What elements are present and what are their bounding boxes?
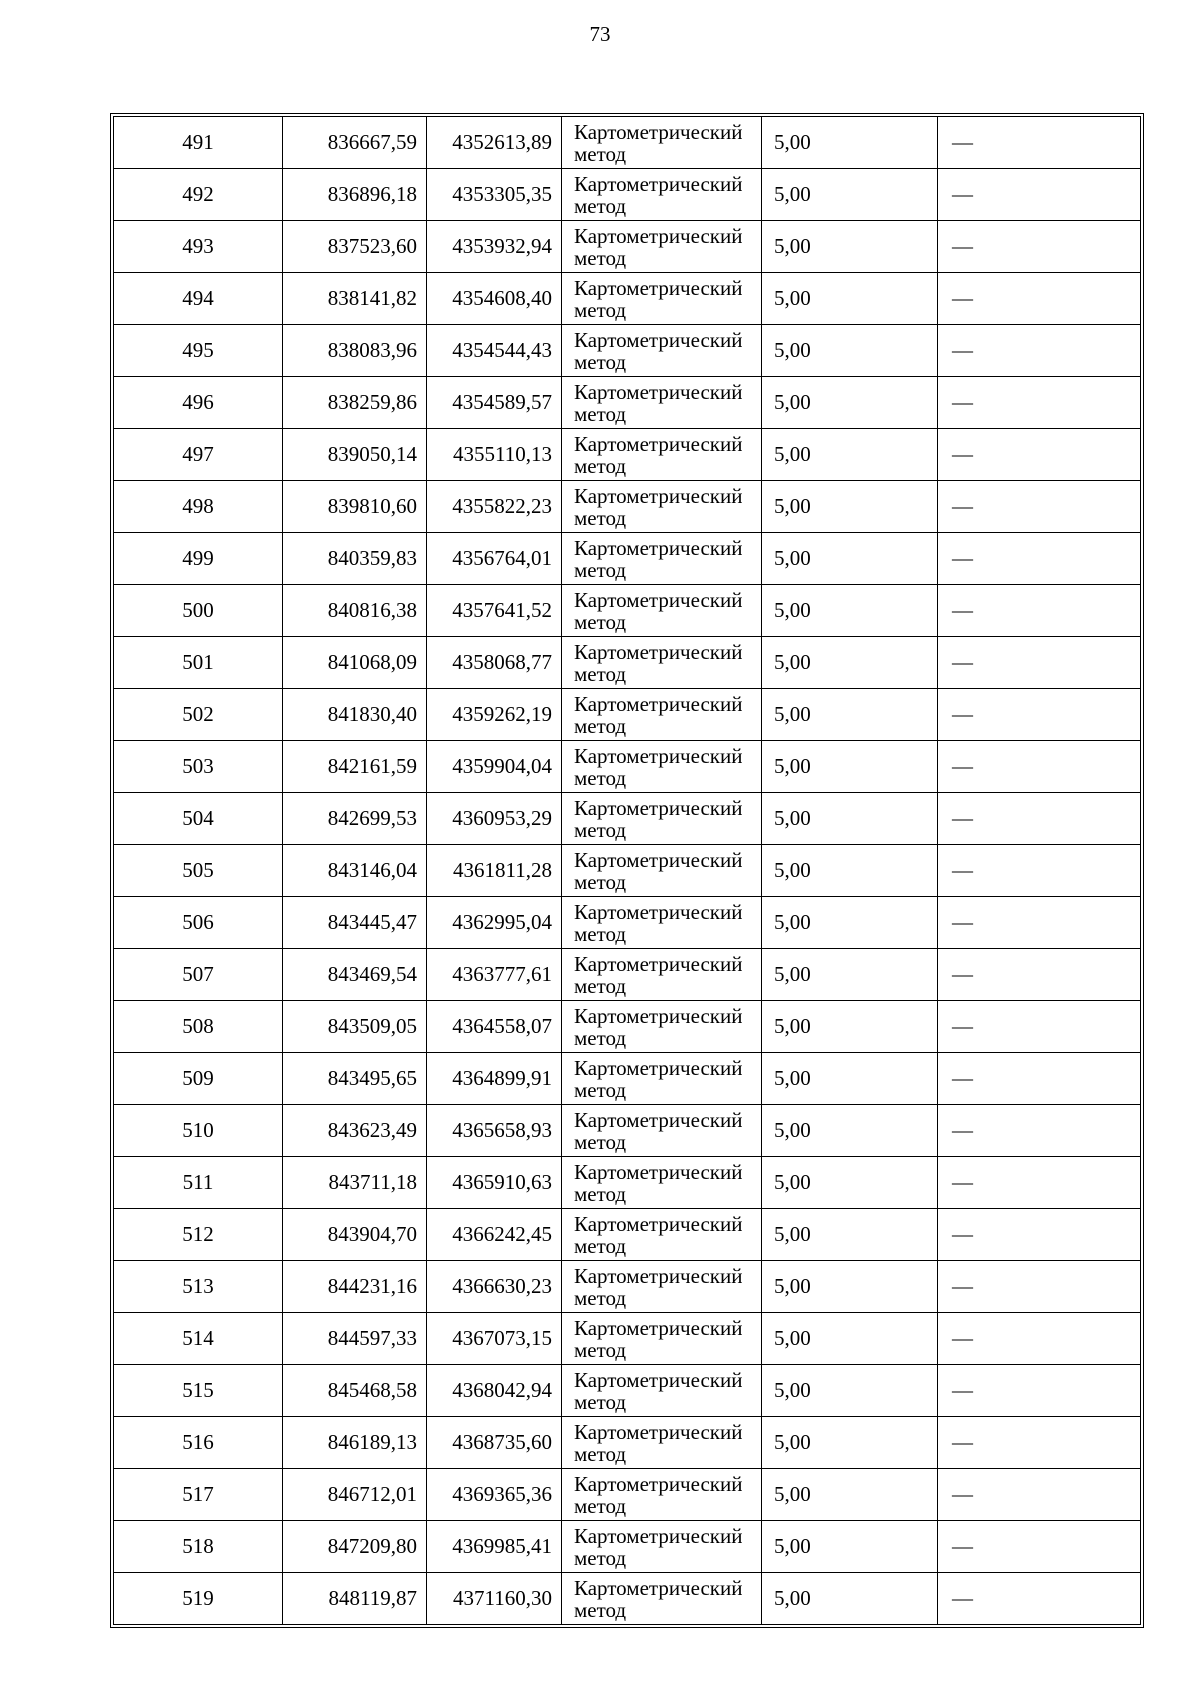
y-coordinate-cell: 4369985,41 [427, 1521, 562, 1573]
x-coordinate-cell: 843146,04 [283, 845, 427, 897]
method-cell [562, 1521, 762, 1573]
note-cell: — [938, 1313, 1141, 1365]
point-number-cell: 507 [114, 949, 283, 1001]
y-coordinate-cell: 4357641,52 [427, 585, 562, 637]
point-number-cell: 511 [114, 1157, 283, 1209]
accuracy-cell: 5,00 [762, 169, 938, 221]
point-number-cell: 495 [114, 325, 283, 377]
coordinates-table [113, 116, 1141, 1625]
accuracy-cell: 5,00 [762, 1053, 938, 1105]
method-line-1: Картометрический [574, 847, 743, 872]
point-number-cell: 497 [114, 429, 283, 481]
table-row [114, 637, 1141, 689]
x-coordinate-cell: 838141,82 [283, 273, 427, 325]
y-coordinate-cell: 4364558,07 [427, 1001, 562, 1053]
note-cell: — [938, 1573, 1141, 1625]
table-row [114, 429, 1141, 481]
method-cell [562, 1469, 762, 1521]
point-number-cell: 506 [114, 897, 283, 949]
accuracy-cell: 5,00 [762, 117, 938, 169]
note-cell: — [938, 585, 1141, 637]
note-cell: — [938, 845, 1141, 897]
method-line-2: метод [574, 921, 627, 946]
method-line-2: метод [574, 1285, 627, 1310]
accuracy-cell: 5,00 [762, 533, 938, 585]
table-row [114, 221, 1141, 273]
method-line-2: метод [574, 817, 627, 842]
table-row [114, 169, 1141, 221]
y-coordinate-cell: 4354589,57 [427, 377, 562, 429]
method-line-1: Картометрический [574, 1159, 743, 1184]
point-number-cell: 517 [114, 1469, 283, 1521]
y-coordinate-cell: 4367073,15 [427, 1313, 562, 1365]
method-line-2: метод [574, 1337, 627, 1362]
method-line-1: Картометрический [574, 587, 743, 612]
method-line-1: Картометрический [574, 275, 743, 300]
x-coordinate-cell: 848119,87 [283, 1573, 427, 1625]
method-line-2: метод [574, 713, 627, 738]
method-cell [562, 1261, 762, 1313]
x-coordinate-cell: 841068,09 [283, 637, 427, 689]
point-number-cell: 492 [114, 169, 283, 221]
method-line-2: метод [574, 1129, 627, 1154]
method-line-2: метод [574, 765, 627, 790]
note-cell: — [938, 481, 1141, 533]
method-line-2: метод [574, 1025, 627, 1050]
y-coordinate-cell: 4368042,94 [427, 1365, 562, 1417]
method-line-2: метод [574, 1597, 627, 1622]
table-row [114, 897, 1141, 949]
x-coordinate-cell: 843445,47 [283, 897, 427, 949]
x-coordinate-cell: 843904,70 [283, 1209, 427, 1261]
point-number-cell: 501 [114, 637, 283, 689]
x-coordinate-cell: 838259,86 [283, 377, 427, 429]
table-row [114, 117, 1141, 169]
point-number-cell: 519 [114, 1573, 283, 1625]
method-line-1: Картометрический [574, 1367, 743, 1392]
x-coordinate-cell: 847209,80 [283, 1521, 427, 1573]
method-line-2: метод [574, 1389, 627, 1414]
note-cell: — [938, 117, 1141, 169]
y-coordinate-cell: 4355110,13 [427, 429, 562, 481]
method-line-1: Картометрический [574, 743, 743, 768]
method-cell [562, 949, 762, 1001]
method-cell [562, 325, 762, 377]
y-coordinate-cell: 4366630,23 [427, 1261, 562, 1313]
accuracy-cell: 5,00 [762, 221, 938, 273]
y-coordinate-cell: 4354544,43 [427, 325, 562, 377]
accuracy-cell: 5,00 [762, 429, 938, 481]
method-line-2: метод [574, 245, 627, 270]
accuracy-cell: 5,00 [762, 1469, 938, 1521]
table-row [114, 533, 1141, 585]
table-row [114, 1313, 1141, 1365]
method-line-1: Картометрический [574, 1263, 743, 1288]
y-coordinate-cell: 4366242,45 [427, 1209, 562, 1261]
y-coordinate-cell: 4363777,61 [427, 949, 562, 1001]
note-cell: — [938, 1521, 1141, 1573]
accuracy-cell: 5,00 [762, 741, 938, 793]
y-coordinate-cell: 4354608,40 [427, 273, 562, 325]
table-row [114, 1261, 1141, 1313]
method-line-2: метод [574, 661, 627, 686]
y-coordinate-cell: 4356764,01 [427, 533, 562, 585]
method-cell [562, 429, 762, 481]
table-row [114, 1573, 1141, 1625]
x-coordinate-cell: 843495,65 [283, 1053, 427, 1105]
method-line-1: Картометрический [574, 639, 743, 664]
point-number-cell: 491 [114, 117, 283, 169]
method-line-1: Картометрический [574, 795, 743, 820]
y-coordinate-cell: 4359904,04 [427, 741, 562, 793]
x-coordinate-cell: 840816,38 [283, 585, 427, 637]
accuracy-cell: 5,00 [762, 845, 938, 897]
method-cell [562, 377, 762, 429]
method-line-1: Картометрический [574, 327, 743, 352]
method-line-2: метод [574, 973, 627, 998]
note-cell: — [938, 169, 1141, 221]
accuracy-cell: 5,00 [762, 1105, 938, 1157]
method-line-2: метод [574, 505, 627, 530]
accuracy-cell: 5,00 [762, 377, 938, 429]
method-cell [562, 1105, 762, 1157]
point-number-cell: 498 [114, 481, 283, 533]
coordinates-table-body [114, 117, 1141, 1625]
table-row [114, 845, 1141, 897]
note-cell: — [938, 689, 1141, 741]
x-coordinate-cell: 842161,59 [283, 741, 427, 793]
method-cell [562, 1365, 762, 1417]
y-coordinate-cell: 4353932,94 [427, 221, 562, 273]
point-number-cell: 518 [114, 1521, 283, 1573]
y-coordinate-cell: 4361811,28 [427, 845, 562, 897]
y-coordinate-cell: 4362995,04 [427, 897, 562, 949]
table-row [114, 1417, 1141, 1469]
x-coordinate-cell: 836667,59 [283, 117, 427, 169]
method-cell [562, 741, 762, 793]
point-number-cell: 514 [114, 1313, 283, 1365]
x-coordinate-cell: 836896,18 [283, 169, 427, 221]
point-number-cell: 496 [114, 377, 283, 429]
table-row [114, 689, 1141, 741]
table-row [114, 1157, 1141, 1209]
accuracy-cell: 5,00 [762, 325, 938, 377]
method-line-2: метод [574, 1077, 627, 1102]
method-line-2: метод [574, 401, 627, 426]
x-coordinate-cell: 843623,49 [283, 1105, 427, 1157]
table-row [114, 1469, 1141, 1521]
y-coordinate-cell: 4371160,30 [427, 1573, 562, 1625]
method-line-1: Картометрический [574, 483, 743, 508]
x-coordinate-cell: 843469,54 [283, 949, 427, 1001]
point-number-cell: 494 [114, 273, 283, 325]
x-coordinate-cell: 844231,16 [283, 1261, 427, 1313]
point-number-cell: 493 [114, 221, 283, 273]
method-cell [562, 1053, 762, 1105]
method-cell [562, 169, 762, 221]
accuracy-cell: 5,00 [762, 689, 938, 741]
method-cell [562, 637, 762, 689]
method-cell [562, 1209, 762, 1261]
accuracy-cell: 5,00 [762, 1209, 938, 1261]
table-row [114, 1105, 1141, 1157]
method-cell [562, 1417, 762, 1469]
method-cell [562, 117, 762, 169]
accuracy-cell: 5,00 [762, 1313, 938, 1365]
note-cell: — [938, 1261, 1141, 1313]
y-coordinate-cell: 4365910,63 [427, 1157, 562, 1209]
point-number-cell: 516 [114, 1417, 283, 1469]
x-coordinate-cell: 846189,13 [283, 1417, 427, 1469]
x-coordinate-cell: 841830,40 [283, 689, 427, 741]
note-cell: — [938, 325, 1141, 377]
method-line-1: Картометрический [574, 1107, 743, 1132]
method-line-2: метод [574, 1233, 627, 1258]
x-coordinate-cell: 837523,60 [283, 221, 427, 273]
accuracy-cell: 5,00 [762, 897, 938, 949]
accuracy-cell: 5,00 [762, 273, 938, 325]
y-coordinate-cell: 4359262,19 [427, 689, 562, 741]
note-cell: — [938, 1209, 1141, 1261]
method-line-1: Картометрический [574, 691, 743, 716]
table-row [114, 1209, 1141, 1261]
method-cell [562, 273, 762, 325]
point-number-cell: 500 [114, 585, 283, 637]
method-line-2: метод [574, 297, 627, 322]
point-number-cell: 508 [114, 1001, 283, 1053]
method-line-2: метод [574, 1493, 627, 1518]
method-line-2: метод [574, 1181, 627, 1206]
page-number: 73 [589, 22, 611, 46]
table-row [114, 1001, 1141, 1053]
y-coordinate-cell: 4360953,29 [427, 793, 562, 845]
accuracy-cell: 5,00 [762, 793, 938, 845]
point-number-cell: 510 [114, 1105, 283, 1157]
method-line-2: метод [574, 1545, 627, 1570]
table-row [114, 585, 1141, 637]
coordinates-table-frame [110, 113, 1144, 1628]
note-cell: — [938, 1365, 1141, 1417]
point-number-cell: 515 [114, 1365, 283, 1417]
accuracy-cell: 5,00 [762, 1365, 938, 1417]
x-coordinate-cell: 840359,83 [283, 533, 427, 585]
method-cell [562, 1313, 762, 1365]
note-cell: — [938, 1417, 1141, 1469]
table-row [114, 1053, 1141, 1105]
accuracy-cell: 5,00 [762, 1157, 938, 1209]
note-cell: — [938, 377, 1141, 429]
x-coordinate-cell: 845468,58 [283, 1365, 427, 1417]
method-line-2: метод [574, 141, 627, 166]
method-line-1: Картометрический [574, 119, 743, 144]
table-row [114, 377, 1141, 429]
accuracy-cell: 5,00 [762, 1417, 938, 1469]
note-cell: — [938, 897, 1141, 949]
method-cell [562, 689, 762, 741]
y-coordinate-cell: 4365658,93 [427, 1105, 562, 1157]
accuracy-cell: 5,00 [762, 1001, 938, 1053]
method-cell [562, 585, 762, 637]
accuracy-cell: 5,00 [762, 1261, 938, 1313]
accuracy-cell: 5,00 [762, 1521, 938, 1573]
table-row [114, 273, 1141, 325]
method-cell [562, 793, 762, 845]
method-line-1: Картометрический [574, 1575, 743, 1600]
x-coordinate-cell: 843711,18 [283, 1157, 427, 1209]
point-number-cell: 505 [114, 845, 283, 897]
method-line-2: метод [574, 557, 627, 582]
y-coordinate-cell: 4355822,23 [427, 481, 562, 533]
accuracy-cell: 5,00 [762, 949, 938, 1001]
method-line-2: метод [574, 869, 627, 894]
note-cell: — [938, 793, 1141, 845]
method-line-1: Картометрический [574, 171, 743, 196]
method-cell [562, 1001, 762, 1053]
point-number-cell: 504 [114, 793, 283, 845]
table-row [114, 325, 1141, 377]
accuracy-cell: 5,00 [762, 585, 938, 637]
y-coordinate-cell: 4369365,36 [427, 1469, 562, 1521]
accuracy-cell: 5,00 [762, 481, 938, 533]
method-line-2: метод [574, 1441, 627, 1466]
note-cell: — [938, 741, 1141, 793]
x-coordinate-cell: 839810,60 [283, 481, 427, 533]
x-coordinate-cell: 842699,53 [283, 793, 427, 845]
method-line-2: метод [574, 609, 627, 634]
x-coordinate-cell: 843509,05 [283, 1001, 427, 1053]
method-line-1: Картометрический [574, 1419, 743, 1444]
method-line-1: Картометрический [574, 1315, 743, 1340]
method-line-1: Картометрический [574, 379, 743, 404]
x-coordinate-cell: 838083,96 [283, 325, 427, 377]
table-row [114, 793, 1141, 845]
note-cell: — [938, 273, 1141, 325]
method-line-1: Картометрический [574, 899, 743, 924]
method-line-2: метод [574, 193, 627, 218]
method-line-2: метод [574, 453, 627, 478]
method-line-1: Картометрический [574, 223, 743, 248]
method-cell [562, 481, 762, 533]
note-cell: — [938, 1001, 1141, 1053]
note-cell: — [938, 637, 1141, 689]
method-cell [562, 845, 762, 897]
point-number-cell: 513 [114, 1261, 283, 1313]
method-line-1: Картометрический [574, 431, 743, 456]
method-line-1: Картометрический [574, 1471, 743, 1496]
x-coordinate-cell: 839050,14 [283, 429, 427, 481]
x-coordinate-cell: 846712,01 [283, 1469, 427, 1521]
point-number-cell: 499 [114, 533, 283, 585]
table-row [114, 1521, 1141, 1573]
note-cell: — [938, 533, 1141, 585]
table-row [114, 949, 1141, 1001]
accuracy-cell: 5,00 [762, 637, 938, 689]
method-cell [562, 1573, 762, 1625]
method-cell [562, 1157, 762, 1209]
method-cell [562, 897, 762, 949]
note-cell: — [938, 1105, 1141, 1157]
table-row [114, 1365, 1141, 1417]
y-coordinate-cell: 4358068,77 [427, 637, 562, 689]
point-number-cell: 503 [114, 741, 283, 793]
note-cell: — [938, 949, 1141, 1001]
point-number-cell: 502 [114, 689, 283, 741]
note-cell: — [938, 1469, 1141, 1521]
table-row [114, 481, 1141, 533]
note-cell: — [938, 429, 1141, 481]
table-row [114, 741, 1141, 793]
note-cell: — [938, 221, 1141, 273]
y-coordinate-cell: 4353305,35 [427, 169, 562, 221]
y-coordinate-cell: 4364899,91 [427, 1053, 562, 1105]
method-line-1: Картометрический [574, 535, 743, 560]
note-cell: — [938, 1053, 1141, 1105]
point-number-cell: 509 [114, 1053, 283, 1105]
y-coordinate-cell: 4368735,60 [427, 1417, 562, 1469]
method-line-1: Картометрический [574, 1055, 743, 1080]
method-line-1: Картометрический [574, 951, 743, 976]
point-number-cell: 512 [114, 1209, 283, 1261]
method-cell [562, 533, 762, 585]
method-line-1: Картометрический [574, 1523, 743, 1548]
method-cell [562, 221, 762, 273]
y-coordinate-cell: 4352613,89 [427, 117, 562, 169]
accuracy-cell: 5,00 [762, 1573, 938, 1625]
method-line-1: Картометрический [574, 1003, 743, 1028]
note-cell: — [938, 1157, 1141, 1209]
method-line-1: Картометрический [574, 1211, 743, 1236]
x-coordinate-cell: 844597,33 [283, 1313, 427, 1365]
method-line-2: метод [574, 349, 627, 374]
